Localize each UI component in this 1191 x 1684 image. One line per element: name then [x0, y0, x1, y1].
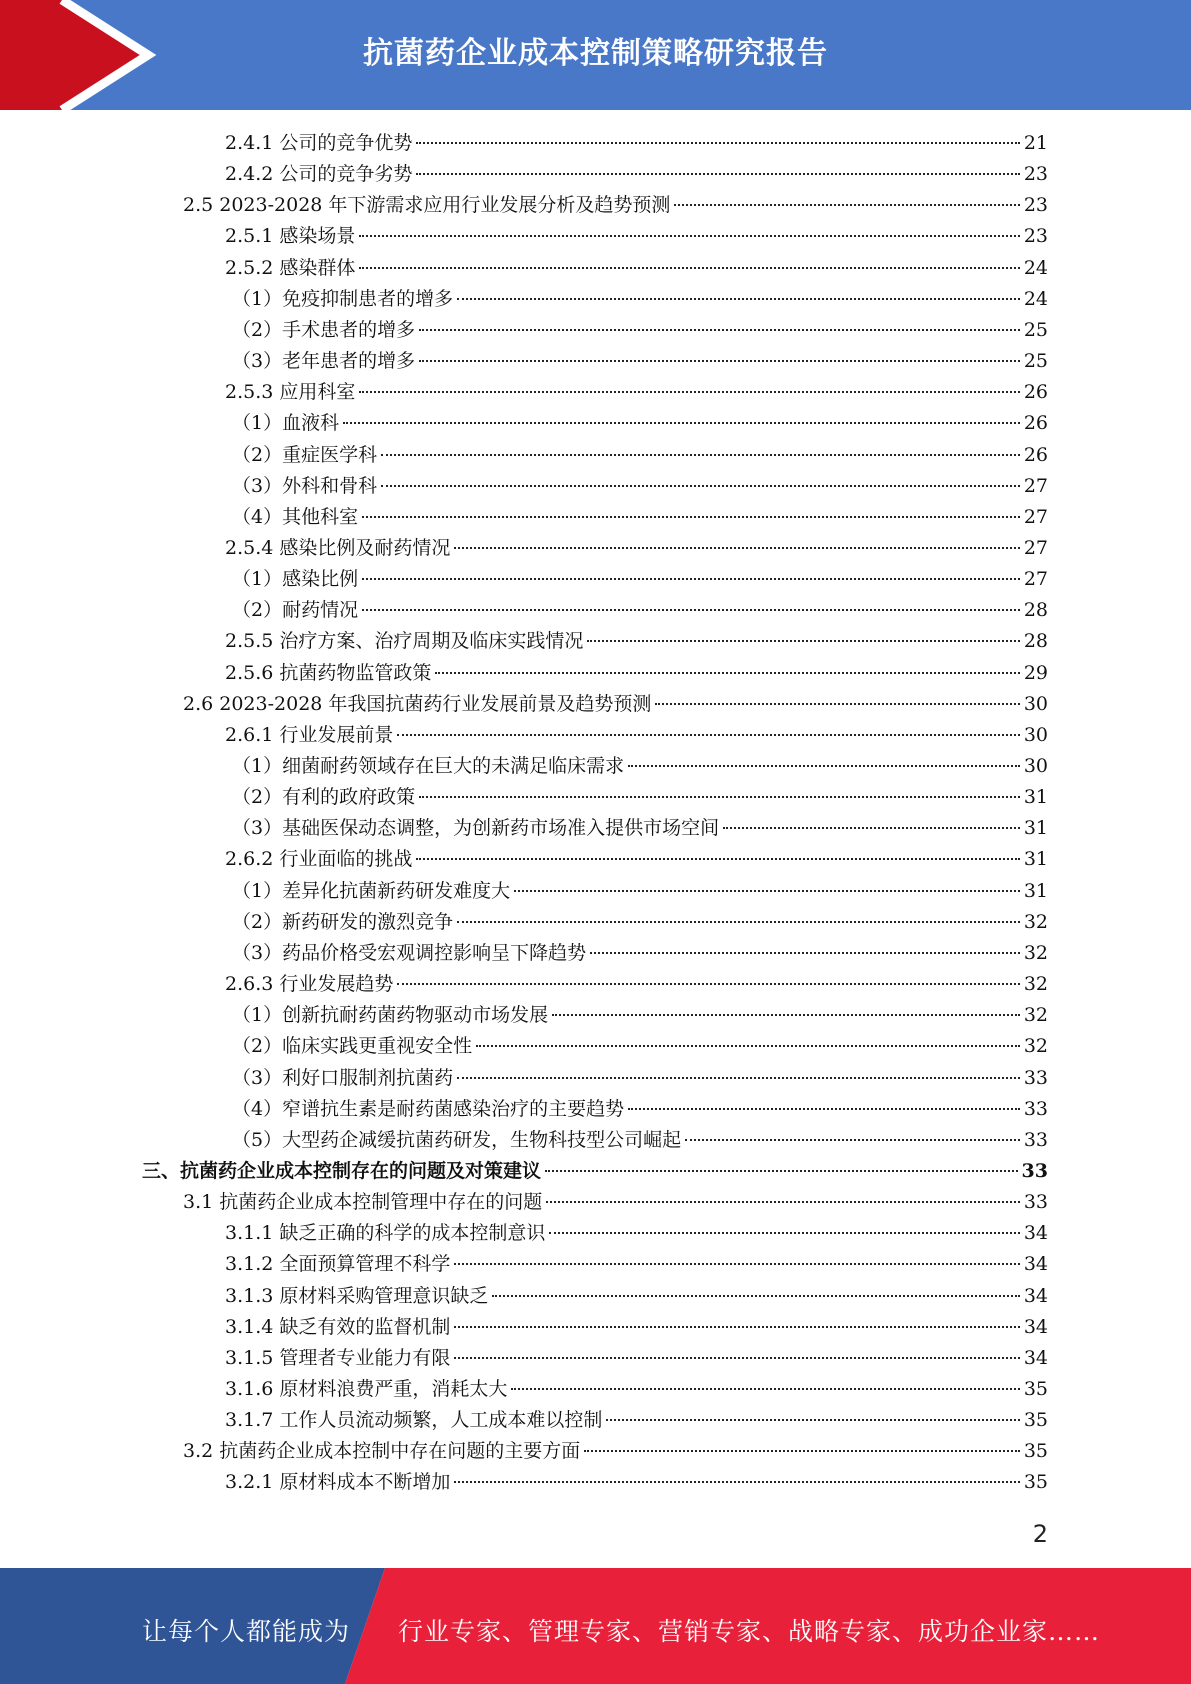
toc-entry-label: （5）大型药企减缓抗菌药研发，生物科技型公司崛起	[232, 1128, 682, 1151]
toc-dot-leader	[359, 389, 1019, 393]
toc-entry-label: （3）药品价格受宏观调控影响呈下降趋势	[232, 941, 587, 964]
toc-entry-label: （1）免疫抑制患者的增多	[232, 287, 454, 310]
toc-dot-leader	[435, 670, 1019, 674]
toc-entry[interactable]	[232, 564, 1048, 595]
toc-entry[interactable]	[183, 1436, 1048, 1467]
toc-entry[interactable]	[142, 1156, 1048, 1187]
toc-entry-page: 31	[1023, 879, 1048, 902]
toc-entry[interactable]	[225, 221, 1048, 252]
toc-entry[interactable]	[232, 315, 1048, 346]
toc-dot-leader	[416, 140, 1019, 144]
toc-dot-leader	[606, 1417, 1019, 1421]
toc-entry-label: （2）耐药情况	[232, 599, 359, 622]
toc-entry-label: （4）其他科室	[232, 505, 359, 528]
toc-entry[interactable]	[232, 440, 1048, 471]
page-header	[0, 0, 1191, 110]
toc-entry-label: 2.5.1 感染场景	[225, 225, 356, 248]
toc-dot-leader	[545, 1168, 1018, 1172]
toc-entry-label: 3.1.4 缺乏有效的监督机制	[225, 1315, 451, 1338]
toc-entry-label: 2.6.1 行业发展前景	[225, 723, 394, 746]
toc-entry-page: 35	[1023, 1440, 1048, 1463]
toc-entry-page: 28	[1023, 630, 1048, 653]
toc-entry[interactable]	[225, 658, 1048, 689]
page-number: 2	[1032, 1520, 1048, 1548]
toc-entry-label: 2.5.6 抗菌药物监管政策	[225, 661, 432, 684]
toc-entry[interactable]	[225, 1281, 1048, 1312]
toc-entry-page: 31	[1023, 848, 1048, 871]
toc-entry-page: 23	[1023, 225, 1048, 248]
toc-entry-label: 2.5.2 感染群体	[225, 256, 356, 279]
toc-entry-label: 3.1 抗菌药企业成本控制管理中存在的问题	[183, 1191, 543, 1214]
toc-entry[interactable]	[232, 751, 1048, 782]
toc-dot-leader	[359, 265, 1019, 269]
toc-entry-page: 35	[1023, 1409, 1048, 1432]
toc-dot-leader	[514, 888, 1020, 892]
toc-entry-label: （2）重症医学科	[232, 443, 378, 466]
toc-entry-page: 32	[1023, 1035, 1048, 1058]
toc-dot-leader	[454, 1324, 1019, 1328]
toc-entry-page: 32	[1023, 973, 1048, 996]
toc-dot-leader	[492, 1293, 1019, 1297]
toc-entry[interactable]	[225, 1343, 1048, 1374]
toc-entry-page: 27	[1023, 505, 1048, 528]
toc-entry-label: （1）血液科	[232, 412, 340, 435]
toc-dot-leader	[549, 1230, 1019, 1234]
toc-dot-leader	[397, 732, 1019, 736]
toc-entry[interactable]	[232, 471, 1048, 502]
toc-dot-leader	[457, 1075, 1020, 1079]
toc-entry-page: 32	[1023, 910, 1048, 933]
toc-dot-leader	[476, 1043, 1020, 1047]
toc-entry-page: 27	[1023, 474, 1048, 497]
toc-entry[interactable]	[225, 253, 1048, 284]
footer-slogan-right: 行业专家、管理专家、营销专家、战略专家、成功企业家……	[398, 1617, 1101, 1646]
toc-entry-label: 3.1.3 原材料采购管理意识缺乏	[225, 1284, 489, 1307]
toc-entry-page: 33	[1023, 1128, 1048, 1151]
toc-entry-page: 31	[1023, 786, 1048, 809]
toc-entry[interactable]	[225, 159, 1048, 190]
toc-entry-page: 35	[1023, 1378, 1048, 1400]
toc-entry[interactable]	[232, 284, 1048, 315]
toc-dot-leader	[628, 1106, 1020, 1110]
toc-entry[interactable]	[232, 938, 1048, 969]
toc-dot-leader	[419, 358, 1020, 362]
toc-entry-label: 2.4.2 公司的竞争劣势	[225, 163, 413, 186]
toc-entry-label: （2）新药研发的激烈竞争	[232, 910, 454, 933]
toc-entry[interactable]	[232, 346, 1048, 377]
toc-entry[interactable]	[183, 1187, 1048, 1218]
toc-dot-leader	[457, 296, 1020, 300]
toc-entry[interactable]	[225, 720, 1048, 751]
toc-entry-label: （1）感染比例	[232, 568, 359, 591]
toc-dot-leader	[419, 794, 1020, 798]
toc-entry[interactable]	[232, 876, 1048, 907]
toc-entry-label: 3.2.1 原材料成本不断增加	[225, 1471, 451, 1494]
toc-entry-page: 25	[1023, 318, 1048, 341]
toc-entry-label: 2.5.5 治疗方案、治疗周期及临床实践情况	[225, 630, 584, 653]
toc-entry[interactable]	[232, 813, 1048, 844]
report-title: 抗菌药企业成本控制策略研究报告	[363, 36, 828, 71]
toc-dot-leader	[685, 1137, 1020, 1141]
toc-dot-leader	[546, 1199, 1020, 1203]
toc-entry[interactable]	[225, 1467, 1048, 1498]
toc-entry[interactable]	[225, 844, 1048, 875]
toc-entry-page: 24	[1023, 287, 1048, 310]
toc-entry-page: 27	[1023, 568, 1048, 591]
toc-entry[interactable]	[225, 1405, 1048, 1436]
toc-entry-label: 3.1.7 工作人员流动频繁，人工成本难以控制	[225, 1409, 603, 1432]
toc-entry[interactable]	[225, 1249, 1048, 1280]
toc-entry-page: 34	[1023, 1315, 1048, 1338]
toc-entry[interactable]	[232, 907, 1048, 938]
toc-dot-leader	[381, 483, 1020, 487]
toc-entry-label: 2.6.3 行业发展趋势	[225, 973, 394, 996]
toc-entry-page: 27	[1023, 536, 1048, 559]
toc-entry[interactable]	[225, 1312, 1048, 1343]
toc-entry-label: 3.1.5 管理者专业能力有限	[225, 1346, 451, 1369]
toc-entry-page: 23	[1023, 163, 1048, 186]
toc-entry-page: 28	[1023, 599, 1048, 622]
toc-dot-leader	[454, 1261, 1019, 1265]
toc-entry-label: 2.6 2023-2028 年我国抗菌药行业发展前景及趋势预测	[183, 692, 652, 715]
toc-entry[interactable]	[183, 689, 1048, 720]
toc-entry[interactable]	[225, 377, 1048, 408]
toc-dot-leader	[628, 763, 1020, 767]
toc-dot-leader	[723, 825, 1020, 829]
toc-entry-page: 33	[1023, 1066, 1048, 1089]
toc-dot-leader	[587, 638, 1019, 642]
toc-entry[interactable]	[232, 1125, 1048, 1156]
toc-entry-label: （1）细菌耐药领域存在巨大的未满足临床需求	[232, 755, 625, 777]
toc-dot-leader	[454, 1479, 1019, 1483]
toc-entry-page: 30	[1023, 723, 1048, 746]
toc-entry-label: （2）临床实践更重视安全性	[232, 1035, 473, 1058]
toc-dot-leader	[454, 1355, 1019, 1359]
toc-dot-leader	[416, 171, 1019, 175]
toc-dot-leader	[590, 950, 1020, 954]
toc-entry-label: （1）差异化抗菌新药研发难度大	[232, 879, 511, 902]
toc-entry[interactable]	[232, 408, 1048, 439]
toc-entry[interactable]	[183, 190, 1048, 221]
toc-entry[interactable]	[225, 128, 1048, 159]
toc-entry-page: 34	[1023, 1346, 1048, 1369]
toc-dot-leader	[454, 545, 1019, 549]
toc-entry[interactable]	[232, 502, 1048, 533]
toc-dot-leader	[362, 514, 1020, 518]
toc-entry-label: 3.1.2 全面预算管理不科学	[225, 1253, 451, 1276]
toc-entry-page: 33	[1023, 1191, 1048, 1214]
toc-entry-label: 2.4.1 公司的竞争优势	[225, 132, 413, 154]
toc-entry[interactable]	[225, 533, 1048, 564]
toc-entry-page: 26	[1023, 443, 1048, 466]
toc-dot-leader	[416, 856, 1019, 860]
toc-entry[interactable]	[232, 595, 1048, 626]
toc-dot-leader	[343, 420, 1020, 424]
toc-dot-leader	[381, 452, 1020, 456]
toc-entry-label: （4）窄谱抗生素是耐药菌感染治疗的主要趋势	[232, 1097, 625, 1120]
toc-entry-label: 3.1.1 缺乏正确的科学的成本控制意识	[225, 1222, 546, 1245]
toc-entry-page: 34	[1023, 1284, 1048, 1307]
toc-dot-leader	[457, 919, 1020, 923]
toc-entry[interactable]	[225, 1218, 1048, 1249]
toc-entry-label: 2.5.3 应用科室	[225, 381, 356, 404]
toc-entry-page: 25	[1023, 350, 1048, 373]
toc-entry[interactable]	[232, 1000, 1048, 1031]
toc-entry-page: 34	[1023, 1222, 1048, 1245]
page-footer	[0, 1568, 1191, 1684]
toc-entry-page: 34	[1023, 1253, 1048, 1276]
toc-dot-leader	[362, 576, 1020, 580]
toc-entry-label: （3）外科和骨科	[232, 474, 378, 497]
toc-entry-page: 33	[1021, 1159, 1048, 1182]
toc-entry-page: 31	[1023, 817, 1048, 840]
toc-entry-page: 33	[1023, 1097, 1048, 1120]
toc-entry-label: 3.2 抗菌药企业成本控制中存在问题的主要方面	[183, 1440, 581, 1463]
toc-dot-leader	[655, 701, 1019, 705]
toc-dot-leader	[584, 1448, 1020, 1452]
toc-entry-label: （2）手术患者的增多	[232, 318, 416, 341]
toc-entry-page: 29	[1023, 661, 1048, 684]
toc-entry-page: 26	[1023, 412, 1048, 435]
toc-dot-leader	[552, 1012, 1020, 1016]
toc-entry[interactable]	[232, 782, 1048, 813]
toc-dot-leader	[397, 981, 1019, 985]
toc-entry-page: 23	[1023, 194, 1048, 217]
footer-slogan-left: 让每个人都能成为	[142, 1617, 351, 1646]
toc-entry-page: 30	[1023, 755, 1048, 777]
toc-entry-label: （2）有利的政府政策	[232, 786, 416, 809]
toc-entry-label: （3）利好口服制剂抗菌药	[232, 1066, 454, 1089]
toc-entry-label: （3）基础医保动态调整，为创新药市场准入提供市场空间	[232, 817, 720, 840]
toc-entry-page: 26	[1023, 381, 1048, 404]
toc-entry-page: 35	[1023, 1471, 1048, 1494]
toc-entry[interactable]	[232, 1094, 1048, 1125]
toc-entry[interactable]	[232, 1063, 1048, 1094]
toc-entry-label: 2.5.4 感染比例及耐药情况	[225, 536, 451, 559]
toc-entry-page: 32	[1023, 1004, 1048, 1027]
toc-entry-page: 30	[1023, 692, 1048, 715]
toc-entry-label: 2.6.2 行业面临的挑战	[225, 848, 413, 871]
toc-dot-leader	[362, 607, 1020, 611]
toc-dot-leader	[511, 1386, 1019, 1390]
toc-entry-label: （1）创新抗耐药菌药物驱动市场发展	[232, 1004, 549, 1027]
toc-entry-label: 2.5 2023-2028 年下游需求应用行业发展分析及趋势预测	[183, 194, 671, 217]
toc-entry[interactable]	[225, 969, 1048, 1000]
toc-entry-page: 21	[1023, 132, 1048, 154]
toc-entry[interactable]	[225, 626, 1048, 657]
toc-dot-leader	[674, 202, 1019, 206]
toc-dot-leader	[419, 327, 1020, 331]
toc-entry-label: （3）老年患者的增多	[232, 350, 416, 373]
toc-entry-page: 24	[1023, 256, 1048, 279]
toc-entry[interactable]	[225, 1374, 1048, 1405]
toc-entry[interactable]	[232, 1031, 1048, 1062]
toc-entry-page: 32	[1023, 941, 1048, 964]
toc-entry-label: 三、抗菌药企业成本控制存在的问题及对策建议	[142, 1159, 542, 1182]
toc-entry-label: 3.1.6 原材料浪费严重，消耗太大	[225, 1378, 508, 1400]
toc-dot-leader	[359, 233, 1019, 237]
